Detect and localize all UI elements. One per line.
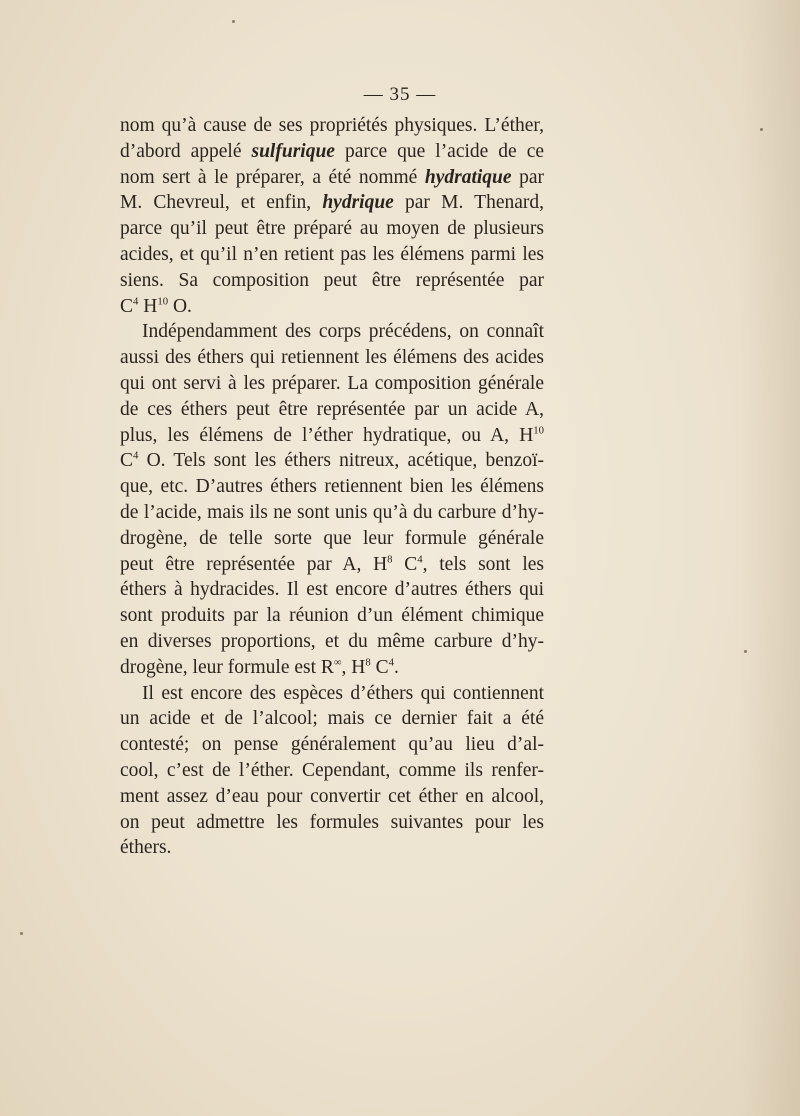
text-line: nom qu’à cause de ses propriétés physiques. L’éther, [120,115,544,136]
text-line: éthers à hydracides. Il est encore d’autres éthers qui [120,579,544,601]
text-line: nom sert à le préparer, a été nommé hydratique par [120,166,544,188]
text-line: éthers. [120,837,172,859]
text-line: de l’acide, mais ils ne sont unis qu’à du carbure d’hy- [120,501,544,523]
text-line: de ces éthers peut être représentée par un acide A, [120,398,544,420]
paper-speck [760,128,763,131]
paper-speck [20,932,23,935]
text-line: M. Chevreul, et enfin, hydrique par M. Thenard, [120,192,544,214]
text-line: en diverses proportions, et du même carbure d’hy- [120,630,544,652]
text-line: siens. Sa composition peut être représentée par [120,269,544,291]
paper-speck [232,20,235,23]
text-line: sont produits par la réunion d’un élément chimique [120,605,544,627]
italic-term: hydratique [424,166,512,188]
italic-term: sulfurique [251,140,335,162]
text-line: $C^4$ O. Tels sont les éthers nitreux, acétique, benzoï- [120,449,544,472]
text-line: plus, les élémens de l’éther hydratique, ou A, $H^{10}$ [120,424,544,446]
text-line: drogène, de telle sorte que leur formule générale [120,527,544,549]
text-line: acides, et qu’il n’en retient pas les élémens parmi les [120,243,544,265]
page-edge-shadow [740,0,800,1116]
body-text [120,113,544,861]
text-line: Il est encore des espèces d’éthers qui contiennent [142,682,544,704]
text-line: que, etc. D’autres éthers retiennent bien les élémens [120,476,544,498]
text-line: qui ont servi à les préparer. La composition générale [120,372,544,394]
text-line: cool, c’est de l’éther. Cependant, comme ils renfer- [120,759,544,781]
text-line: Indépendamment des corps précédens, on connaît [142,321,544,343]
text-line: d’abord appelé sulfurique parce que l’acide de ce [120,140,544,162]
text-line: parce qu’il peut être préparé au moyen de plusieurs [120,218,544,240]
text-line: un acide et de l’alcool; mais ce dernier fait a été [120,708,544,730]
text-line: drogène, leur formule est R∞, $H^8$ $C^4$. [120,656,399,678]
page-number: — 35 — [363,84,437,105]
text-line: aussi des éthers qui retiennent les élémens des acides [120,347,544,369]
text-line: on peut admettre les formules suivantes pour les [120,811,544,833]
text-line: peut être représentée par A, $H^8$ $C^4$, tels sont les [120,553,544,575]
italic-term: hydrique [322,192,394,214]
paper-speck [744,650,747,653]
text-line: $C^4$ $H^{10}$ O. [120,295,192,317]
text-line: contesté; on pense généralement qu’au lieu d’al- [120,734,544,756]
text-line: ment assez d’eau pour convertir cet éther en alcool, [120,785,544,807]
